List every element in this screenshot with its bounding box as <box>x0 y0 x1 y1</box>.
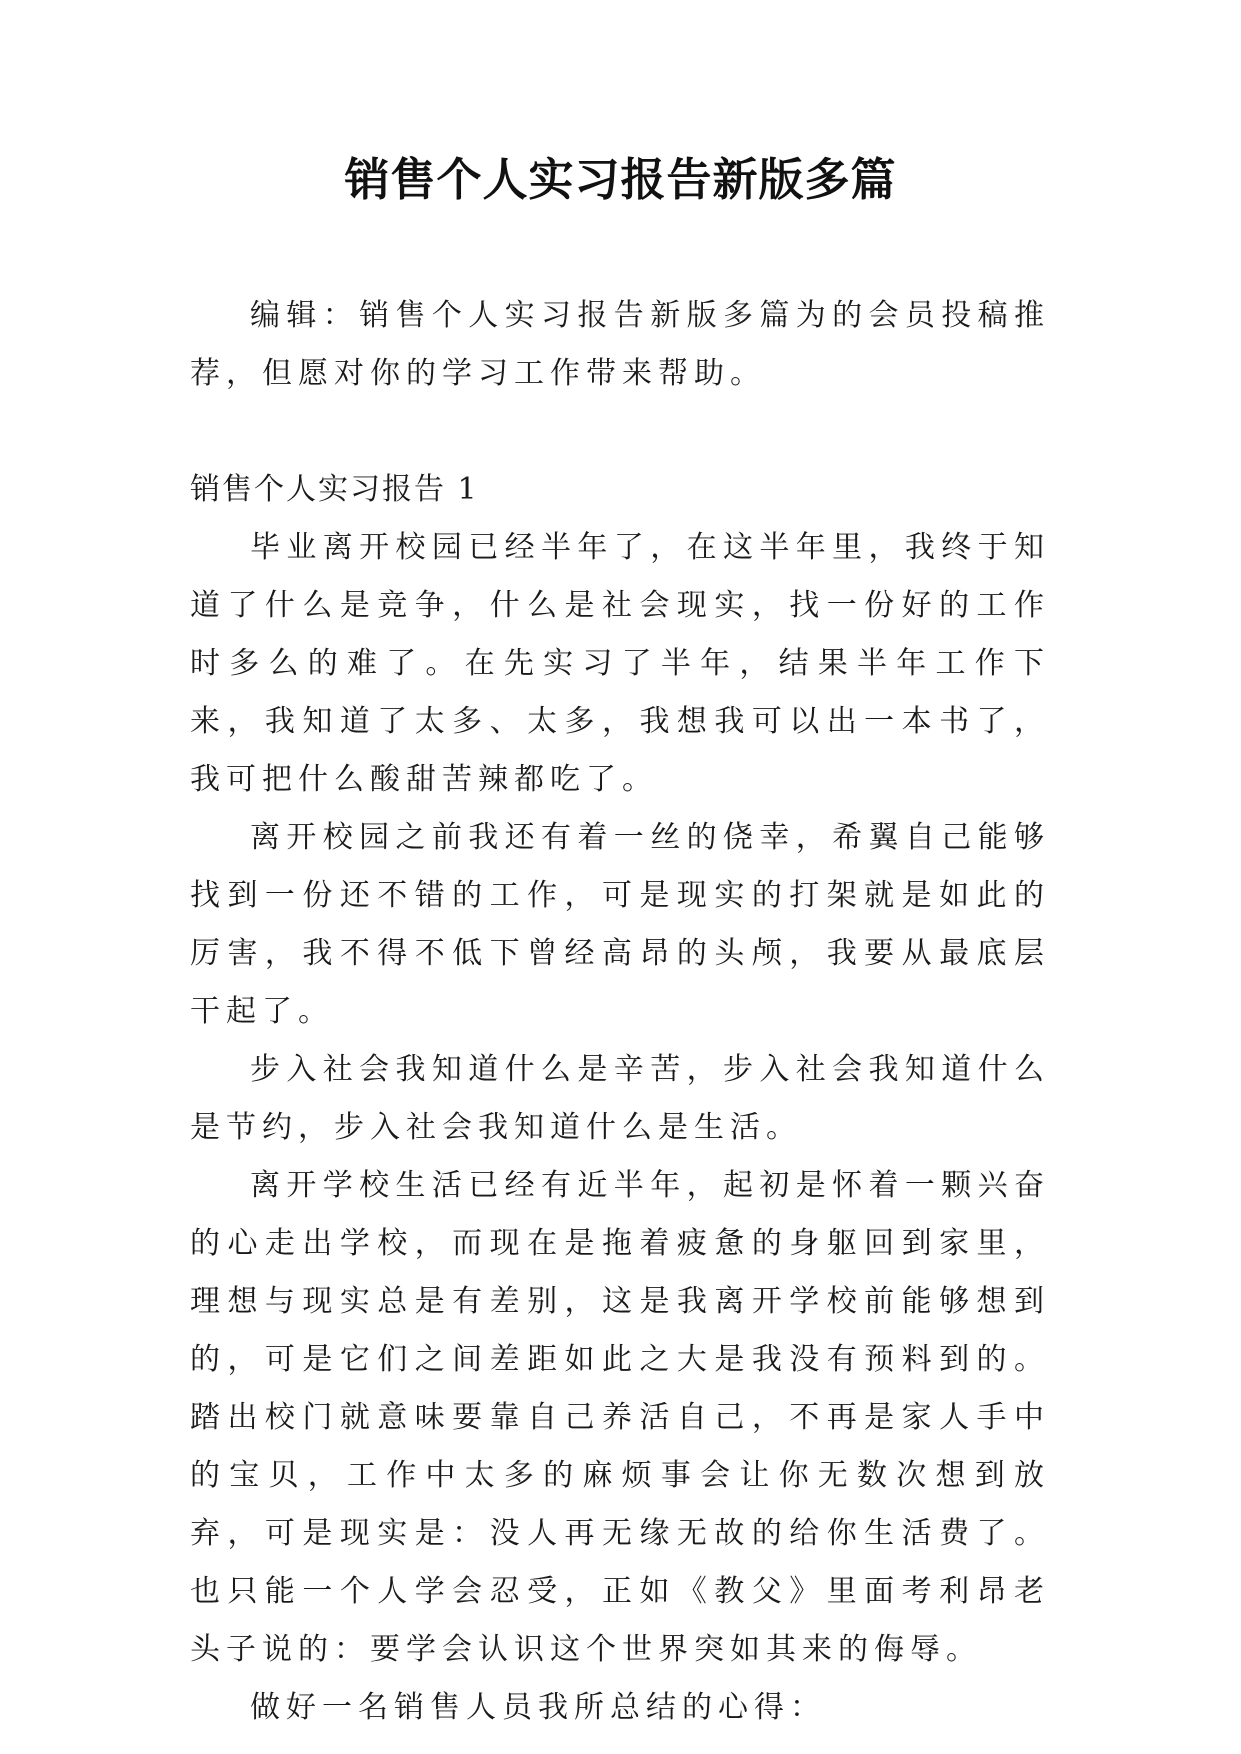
body-paragraph: 步入社会我知道什么是辛苦，步入社会我知道什么是节约，步入社会我知道什么是生活。 <box>190 1052 1050 1145</box>
body-paragraph: 做好一名销售人员我所总结的心得： <box>250 1690 826 1725</box>
report-section <box>190 461 1050 1737</box>
intro-paragraph <box>190 287 1050 403</box>
section-title: 销售个人实习报告 1 <box>190 472 479 507</box>
body-paragraph: 毕业离开校园已经半年了，在这半年里，我终于知道了什么是竞争，什么是社会现实，找一份好的工作时多么的难了。在先实习了半年，结果半年工作下来，我知道了太多、太多，我想我可以出一本书了，我可把什么酸甜苦辣都吃了。 <box>190 530 1050 797</box>
body-paragraph: 离开校园之前我还有着一丝的侥幸，希翼自己能够找到一份还不错的工作，可是现实的打架就是如此的厉害，我不得不低下曾经高昂的头颅，我要从最底层干起了。 <box>190 820 1050 1029</box>
document-title: 销售个人实习报告新版多篇 <box>344 153 897 206</box>
body-paragraph: 离开学校生活已经有近半年，起初是怀着一颗兴奋的心走出学校，而现在是拖着疲惫的身躯回到家里，理想与现实总是有差别，这是我离开学校前能够想到的，可是它们之间差距如此之大是我没有预料到的。踏出校门就意味要靠自己养活自己，不再是家人手中的宝贝，工作中太多的麻烦事会让你无数次想到放弃，可是现实是：没人再无缘无故的给你生活费了。也只能一个人学会忍受，正如《教父》里面考利昂老头子说的：要学会认识这个世界突如其来的侮辱。 <box>190 1168 1050 1667</box>
intro-text: 编辑：销售个人实习报告新版多篇为的会员投稿推荐，但愿对你的学习工作带来帮助。 <box>190 298 1050 391</box>
